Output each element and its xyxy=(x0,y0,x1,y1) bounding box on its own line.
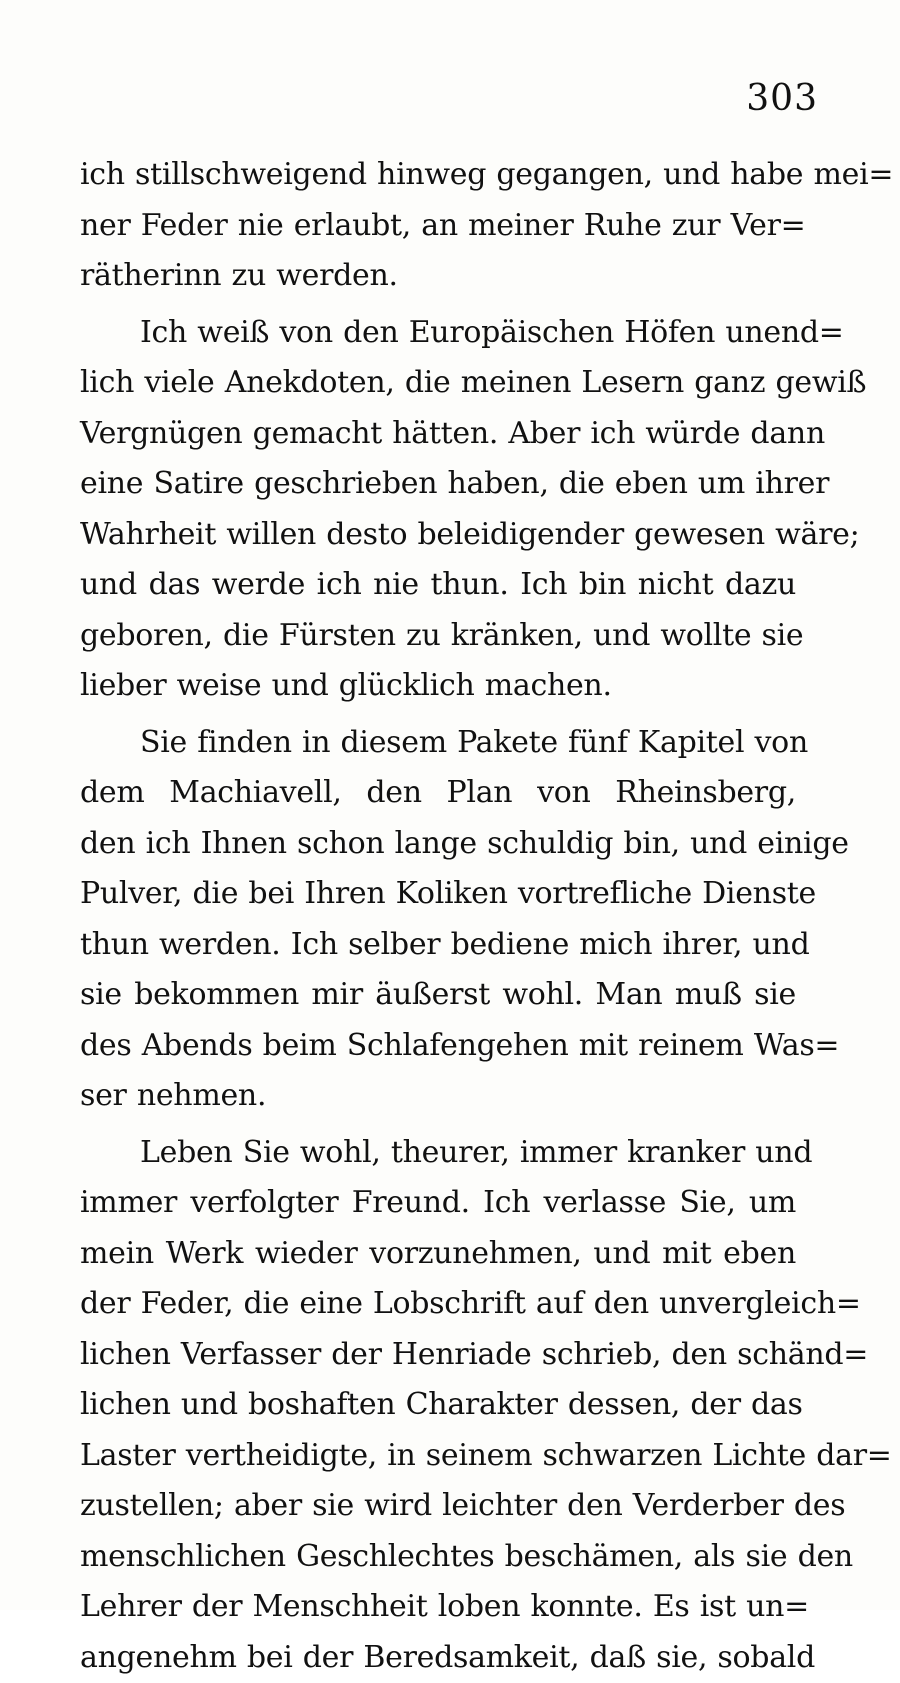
text-line: der Feder, die eine Lobschrift auf den unvergleich= xyxy=(80,1279,796,1330)
text-line: ich stillschweigend hinweg gegangen, und habe mei= xyxy=(80,150,796,201)
text-line: lichen und boshaften Charakter dessen, der das xyxy=(80,1380,796,1431)
text-line: eine Satire geschrieben haben, die eben um ihrer xyxy=(80,459,796,510)
text-line: lich viele Anekdoten, die meinen Lesern ganz gewiß xyxy=(80,358,796,409)
text-line: mein Werk wieder vorzunehmen, und mit eben xyxy=(80,1229,796,1280)
paragraph-2 xyxy=(80,308,796,712)
text-line: zustellen; aber sie wird leichter den Verderber des xyxy=(80,1481,796,1532)
text-line: sie bekommen mir äußerst wohl. Man muß sie xyxy=(80,970,796,1021)
text-line: lieber weise und glücklich machen. xyxy=(80,661,796,712)
text-line: lichen Verfasser der Henriade schrieb, den schänd= xyxy=(80,1330,796,1381)
paragraph-3 xyxy=(80,718,796,1122)
text-line: Laster vertheidigte, in seinem schwarzen Lichte dar= xyxy=(80,1431,796,1482)
paragraph-1 xyxy=(80,150,796,302)
paragraph-4 xyxy=(80,1128,796,1683)
text-line: Ich weiß von den Europäischen Höfen unend= xyxy=(80,308,796,359)
text-line: Wahrheit willen desto beleidigender gewesen wäre; xyxy=(80,510,796,561)
text-line: menschlichen Geschlechtes beschämen, als sie den xyxy=(80,1532,796,1583)
text-line: Vergnügen gemacht hätten. Aber ich würde dann xyxy=(80,409,796,460)
text-line: Pulver, die bei Ihren Koliken vortrefliche Dienste xyxy=(80,869,796,920)
text-line: rätherinn zu werden. xyxy=(80,251,796,302)
text-line: ser nehmen. xyxy=(80,1071,796,1122)
body-text xyxy=(80,150,796,1683)
text-line: immer verfolgter Freund. Ich verlasse Sie, um xyxy=(80,1178,796,1229)
page-number: 303 xyxy=(746,78,818,119)
text-line: Leben Sie wohl, theurer, immer kranker und xyxy=(80,1128,796,1179)
text-line: angenehm bei der Beredsamkeit, daß sie, sobald xyxy=(80,1633,796,1683)
text-line: und das werde ich nie thun. Ich bin nicht dazu xyxy=(80,560,796,611)
text-line: thun werden. Ich selber bediene mich ihrer, und xyxy=(80,920,796,971)
text-line: des Abends beim Schlafengehen mit reinem Was= xyxy=(80,1021,796,1072)
text-line: Sie finden in diesem Pakete fünf Kapitel von xyxy=(80,718,796,769)
text-line: den ich Ihnen schon lange schuldig bin, und einige xyxy=(80,819,796,870)
text-line: dem Machiavell, den Plan von Rheinsberg, xyxy=(80,768,796,819)
text-line: ner Feder nie erlaubt, an meiner Ruhe zur Ver= xyxy=(80,201,796,252)
text-line: Lehrer der Menschheit loben konnte. Es ist un= xyxy=(80,1582,796,1633)
text-line: geboren, die Fürsten zu kränken, und wollte sie xyxy=(80,611,796,662)
